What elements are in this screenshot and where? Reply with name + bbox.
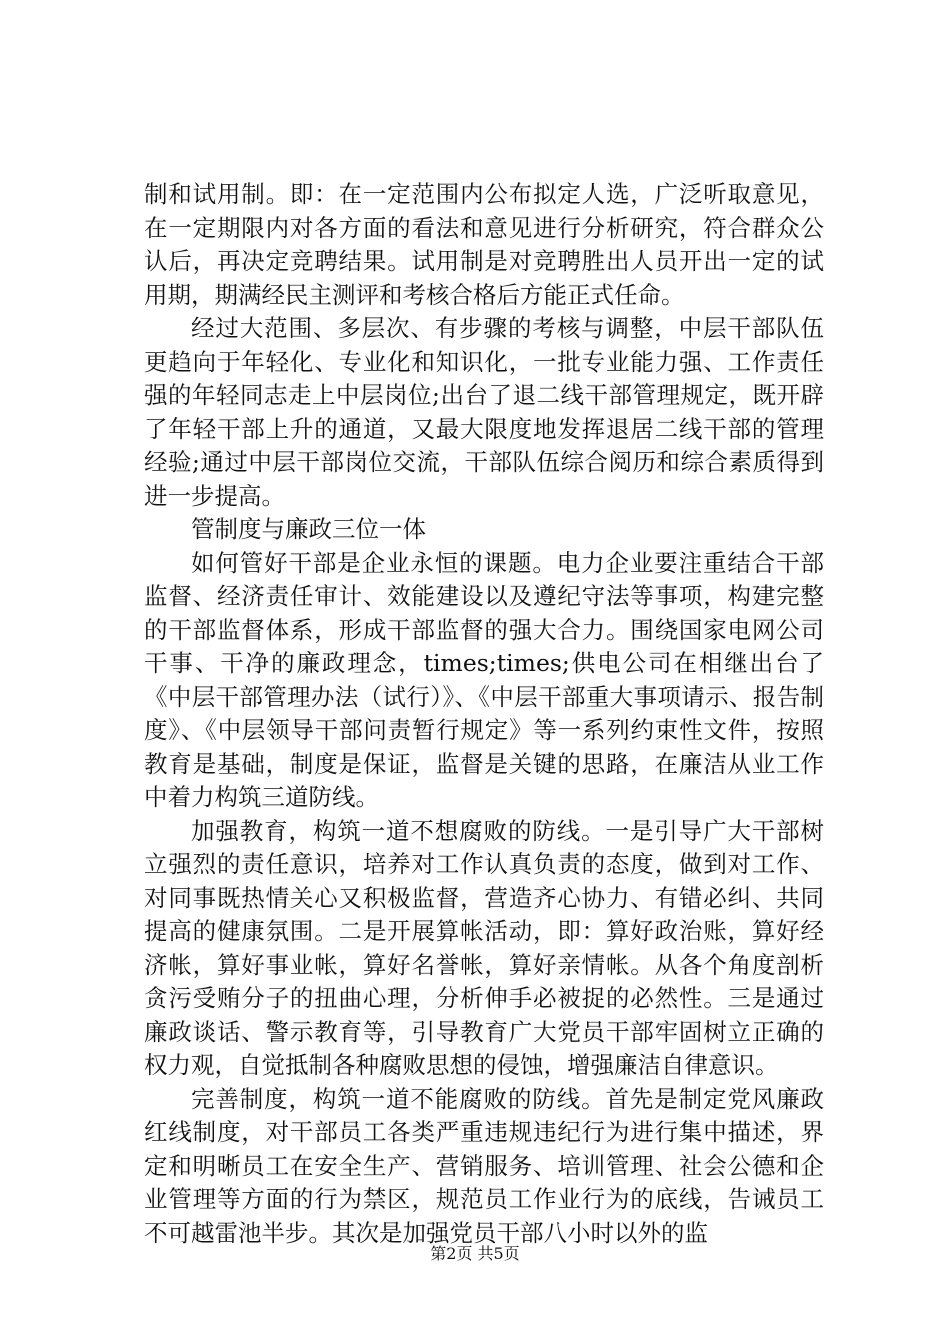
- section-heading: 管制度与廉政三位一体: [191, 515, 426, 543]
- paragraph-6: 完善制度，构筑一道不能腐败的防线。首先是制定党风廉政红线制度，对干部员工各类严重违规违纪行为进行集中描述，界定和明晰员工在安全生产、营销服务、培训管理、社会公德和企业管理等方面的行为禁区，规范员工作业行为的底线，告诫员工不可越雷池半步。其次是加强党员干部八小时以外的监: [144, 1084, 824, 1247]
- paragraph-1: 制和试用制。即：在一定范围内公布拟定人选，广泛听取意见，在一定期限内对各方面的看法和意见进行分析研究，符合群众公认后，再决定竞聘结果。试用制是对竞聘胜出人员开出一定的试用期，期满经民主测评和考核合格后方能正式任命。: [144, 180, 824, 309]
- page-number-footer: 第2页 共5页: [430, 1244, 520, 1263]
- document-body: [144, 178, 824, 1250]
- paragraph-4: 如何管好干部是企业永恒的课题。电力企业要注重结合干部监督、经济责任审计、效能建设以及遵纪守法等事项，构建完整的干部监督体系，形成干部监督的强大合力。围绕国家电网公司干事、干净的廉政理念，times;times;供电公司在相继出台了《中层干部管理办法（试行）》、《中层干部重大事项请示、报告制度》、《中层领导干部问责暂行规定》等一系列约束性文件，按照教育是基础，制度是保证，监督是关键的思路，在廉洁从业工作中着力构筑三道防线。: [144, 548, 824, 811]
- paragraph-5: 加强教育，构筑一道不想腐败的防线。一是引导广大干部树立强烈的责任意识，培养对工作认真负责的态度，做到对工作、对同事既热情关心又积极监督，营造齐心协力、有错必纠、共同提高的健康氛围。二是开展算帐活动，即：算好政治账，算好经济帐，算好事业帐，算好名誉帐，算好亲情帐。从各个角度剖析贪污受贿分子的扭曲心理，分析伸手必被捉的必然性。三是通过廉政谈话、警示教育等，引导教育广大党员干部牢固树立正确的权力观，自觉抵制各种腐败思想的侵蚀，增强廉洁自律意识。: [144, 816, 824, 1079]
- paragraph-2: 经过大范围、多层次、有步骤的考核与调整，中层干部队伍更趋向于年轻化、专业化和知识化，一批专业能力强、工作责任强的年轻同志走上中层岗位;出台了退二线干部管理规定，既开辟了年轻干部上升的通道，又最大限度地发挥退居二线干部的管理经验;通过中层干部岗位交流，干部队伍综合阅历和综合素质得到进一步提高。: [144, 314, 824, 510]
